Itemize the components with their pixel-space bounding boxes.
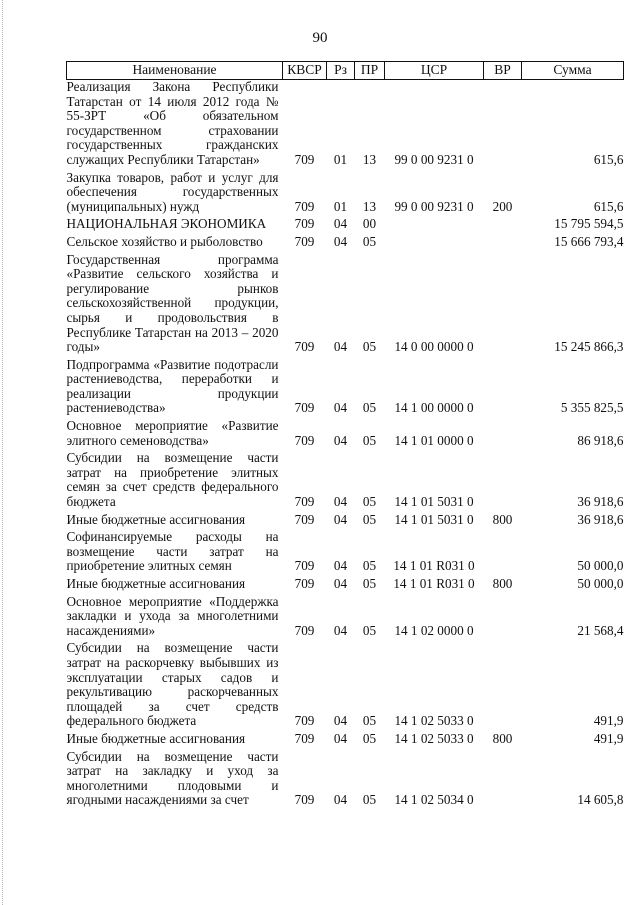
cell-csr: 14 0 00 0000 0 xyxy=(394,339,474,355)
cell-rz: 04 xyxy=(333,792,348,808)
cell-sum: 50 000,0 xyxy=(577,576,624,591)
cell-csr: 14 1 02 5034 0 xyxy=(394,792,474,808)
table-row xyxy=(67,419,624,451)
table-row xyxy=(67,217,624,235)
cell-csr xyxy=(385,217,484,235)
cell-name: Основное мероприятие «Развитие элитного семеноводства» xyxy=(66,418,279,448)
cell-pr: 05 xyxy=(362,792,377,808)
cell-sum: 491,9 xyxy=(593,713,624,729)
cell-rz: 01 xyxy=(333,151,348,167)
table-row xyxy=(67,732,624,750)
cell-kvsr: 709 xyxy=(294,233,315,249)
cell-pr: 05 xyxy=(362,494,377,510)
cell-kvsr: 709 xyxy=(294,400,315,416)
cell-rz: 01 xyxy=(333,198,348,214)
cell-pr: 05 xyxy=(362,339,377,355)
table-row xyxy=(67,171,624,218)
cell-pr: 05 xyxy=(362,713,377,729)
table-row xyxy=(67,641,624,732)
cell-kvsr: 709 xyxy=(294,216,315,232)
cell-csr: 99 0 00 9231 0 xyxy=(394,151,474,167)
cell-rz: 04 xyxy=(333,558,348,574)
cell-sum: 36 918,6 xyxy=(577,494,624,510)
cell-vr xyxy=(484,235,522,253)
table-row xyxy=(67,253,624,358)
cell-pr: 00 xyxy=(362,216,377,232)
header-vr: ВР xyxy=(484,62,522,80)
cell-pr: 05 xyxy=(362,730,377,746)
cell-vr xyxy=(484,451,522,512)
cell-rz: 04 xyxy=(333,622,348,638)
header-name: Наименование xyxy=(67,62,283,80)
header-rz: Рз xyxy=(327,62,355,80)
header-kvsr: КВСР xyxy=(283,62,327,80)
cell-sum: 50 000,0 xyxy=(577,558,624,574)
cell-kvsr: 709 xyxy=(294,576,315,591)
cell-pr: 05 xyxy=(362,511,377,527)
cell-vr: 800 xyxy=(492,576,513,591)
cell-name: Реализация Закона Республики Татарстан от 14 июля 2012 года № 55-ЗРТ «Об обязательном государственном страховании государственных гражданских служащих Республики Татарстан» xyxy=(66,79,279,167)
cell-csr xyxy=(385,235,484,253)
cell-sum: 36 918,6 xyxy=(577,511,624,527)
cell-name: НАЦИОНАЛЬНАЯ ЭКОНОМИКА xyxy=(66,216,267,232)
cell-kvsr: 709 xyxy=(294,792,315,808)
cell-rz: 04 xyxy=(333,494,348,510)
cell-csr: 14 1 02 5033 0 xyxy=(394,730,474,746)
page-number: 90 xyxy=(312,30,328,46)
cell-pr: 05 xyxy=(362,400,377,416)
cell-name: Иные бюджетные ассигнования xyxy=(66,511,246,527)
cell-vr: 200 xyxy=(492,198,513,214)
cell-pr: 05 xyxy=(362,432,377,448)
cell-csr: 99 0 00 9231 0 xyxy=(394,198,474,214)
cell-kvsr: 709 xyxy=(294,151,315,167)
table-row xyxy=(67,358,624,419)
cell-sum: 86 918,6 xyxy=(577,432,624,448)
cell-sum: 15 795 594,5 xyxy=(554,216,624,232)
cell-vr xyxy=(484,595,522,642)
cell-kvsr: 709 xyxy=(294,511,315,527)
cell-sum: 491,9 xyxy=(593,730,624,746)
table-row xyxy=(67,577,624,595)
cell-name: Иные бюджетные ассигнования xyxy=(66,576,246,591)
cell-name: Сельское хозяйство и рыболовство xyxy=(66,233,263,249)
cell-sum: 615,6 xyxy=(593,151,624,167)
cell-csr: 14 1 01 0000 0 xyxy=(394,432,474,448)
cell-kvsr: 709 xyxy=(294,494,315,510)
cell-pr: 05 xyxy=(362,233,377,249)
cell-csr: 14 1 01 R031 0 xyxy=(393,558,475,574)
table-row xyxy=(67,595,624,642)
cell-rz: 04 xyxy=(333,576,348,591)
table-row xyxy=(67,513,624,531)
cell-csr: 14 1 00 0000 0 xyxy=(394,400,474,416)
header-pr: ПР xyxy=(355,62,385,80)
header-sum: Сумма xyxy=(522,62,624,80)
cell-vr: 800 xyxy=(492,730,513,746)
cell-rz: 04 xyxy=(333,730,348,746)
cell-vr xyxy=(484,217,522,235)
cell-name: Субсидии на возмещение части затрат на закладку и уход за многолетними плодовыми и ягодными насаждениями за счет xyxy=(66,748,279,808)
cell-rz: 04 xyxy=(333,511,348,527)
cell-vr xyxy=(484,358,522,419)
table-row xyxy=(67,530,624,577)
cell-rz: 04 xyxy=(333,400,348,416)
table-header-row xyxy=(67,62,624,80)
cell-name: Подпрограмма «Развитие подотрасли растениеводства, переработки и реализации продукции растениеводства» xyxy=(66,356,279,416)
cell-pr: 05 xyxy=(362,558,377,574)
cell-csr: 14 1 02 5033 0 xyxy=(394,713,474,729)
cell-name: Закупка товаров, работ и услуг для обеспечения государственных (муниципальных) нужд xyxy=(66,169,279,214)
cell-csr: 14 1 02 0000 0 xyxy=(394,622,474,638)
cell-rz: 04 xyxy=(333,233,348,249)
cell-pr: 05 xyxy=(362,622,377,638)
cell-pr: 13 xyxy=(362,198,377,214)
cell-csr: 14 1 01 5031 0 xyxy=(394,494,474,510)
cell-csr: 14 1 01 R031 0 xyxy=(393,576,475,591)
cell-rz: 04 xyxy=(333,713,348,729)
cell-sum: 15 666 793,4 xyxy=(554,233,624,249)
cell-name: Основное мероприятие «Поддержка закладки и ухода за многолетними насаждениями» xyxy=(66,593,279,638)
cell-sum: 5 355 825,5 xyxy=(560,400,624,416)
cell-rz: 04 xyxy=(333,432,348,448)
table-row xyxy=(67,451,624,512)
cell-sum: 15 245 866,3 xyxy=(554,339,624,355)
cell-sum: 14 605,8 xyxy=(577,792,624,808)
cell-name: Государственная программа «Развитие сельского хозяйства и регулирование рынков сельскохозяйственной продукции, сырья и продовольствия в Республике Татарстан на 2013 – 2020 годы» xyxy=(66,251,279,355)
cell-sum: 615,6 xyxy=(593,198,624,214)
cell-vr xyxy=(484,80,522,171)
cell-sum: 21 568,4 xyxy=(577,622,624,638)
page-edge-dots xyxy=(2,0,4,905)
budget-table xyxy=(66,61,624,811)
cell-kvsr: 709 xyxy=(294,730,315,746)
cell-name: Субсидии на возмещение части затрат на раскорчевку выбывших из эксплуатации старых садов и рекультивацию раскорчеванных площадей за счет средств федерального бюджета xyxy=(66,640,279,729)
cell-kvsr: 709 xyxy=(294,339,315,355)
cell-pr: 05 xyxy=(362,576,377,591)
cell-vr xyxy=(484,750,522,811)
cell-name: Софинансируемые расходы на возмещение части затрат на приобретение элитных семян xyxy=(66,529,279,574)
table-row xyxy=(67,80,624,171)
cell-vr xyxy=(484,253,522,358)
cell-kvsr: 709 xyxy=(294,713,315,729)
cell-vr: 800 xyxy=(492,511,513,527)
cell-vr xyxy=(484,419,522,451)
cell-name: Иные бюджетные ассигнования xyxy=(66,730,246,746)
cell-vr xyxy=(484,530,522,577)
cell-kvsr: 709 xyxy=(294,432,315,448)
table-row xyxy=(67,235,624,253)
table-row xyxy=(67,750,624,811)
cell-kvsr: 709 xyxy=(294,558,315,574)
cell-csr: 14 1 01 5031 0 xyxy=(394,511,474,527)
cell-rz: 04 xyxy=(333,216,348,232)
cell-name: Субсидии на возмещение части затрат на приобретение элитных семян за счет средств федерального бюджета xyxy=(66,450,279,510)
header-csr: ЦСР xyxy=(385,62,484,80)
cell-kvsr: 709 xyxy=(294,622,315,638)
cell-pr: 13 xyxy=(362,151,377,167)
cell-rz: 04 xyxy=(333,339,348,355)
cell-kvsr: 709 xyxy=(294,198,315,214)
cell-vr xyxy=(484,641,522,732)
